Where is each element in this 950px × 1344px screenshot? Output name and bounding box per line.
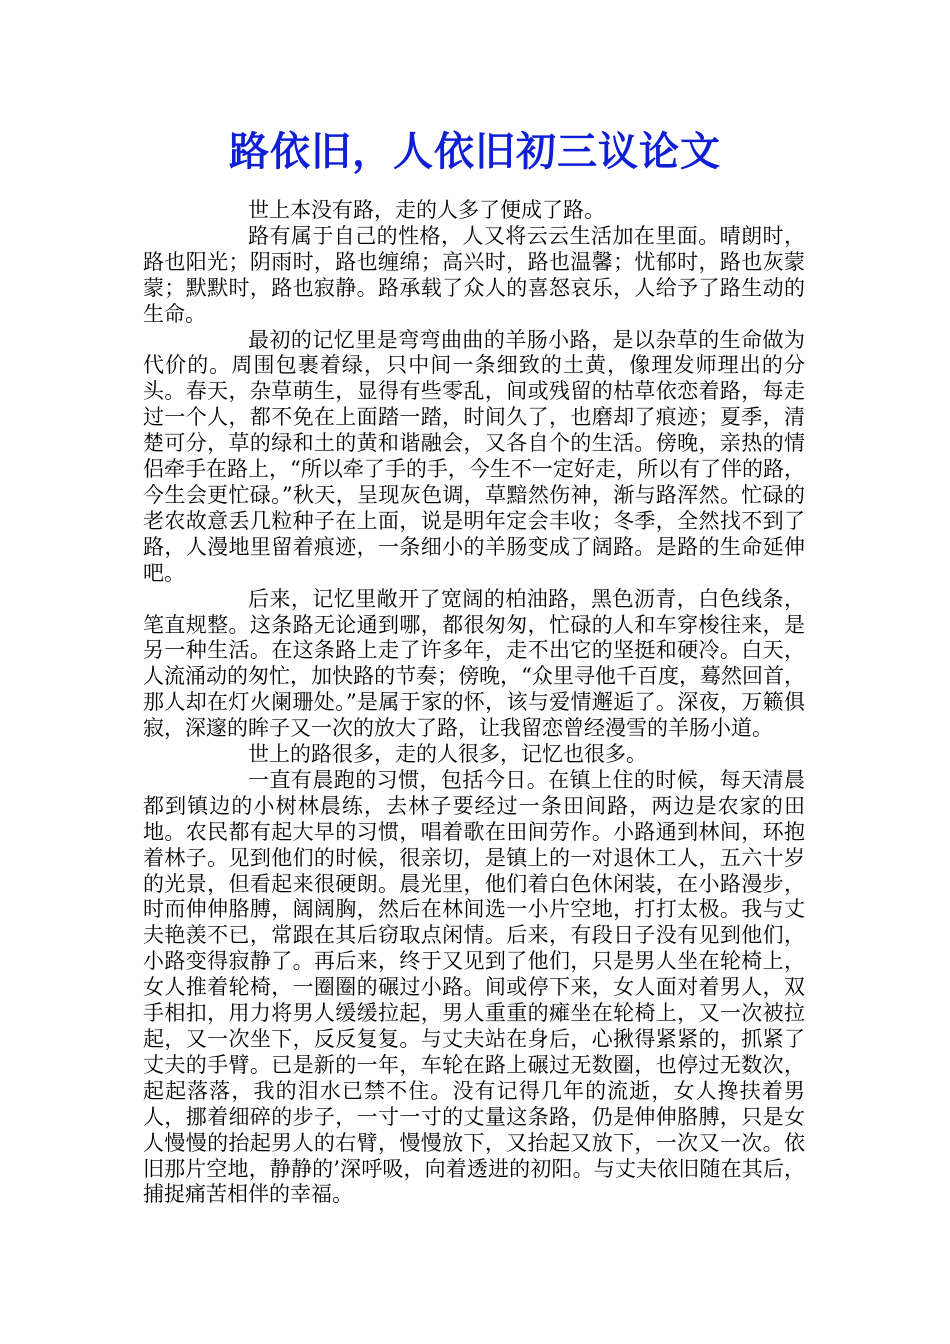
document-body [143, 198, 805, 1208]
paragraph-2: 路有属于自己的性格，人又将云云生活加在里面。晴朗时，路也阳光；阴雨时，路也缠绵；高兴时，路也温馨；忧郁时，路也灰蒙蒙；默默时，路也寂静。路承载了众人的喜怒哀乐，人给予了路生动的生命。 [143, 223, 805, 326]
paragraph-1: 世上本没有路，走的人多了便成了路。 [248, 198, 605, 222]
paragraph-5: 世上的路很多，走的人很多，记忆也很多。 [248, 742, 647, 767]
paragraph-6: 一直有晨跑的习惯，包括今日。在镇上住的时候，每天清晨都到镇边的小树林晨练，去林子要经过一条田间路，两边是农家的田地。农民都有起大早的习惯，唱着歌在田间劳作。小路通到林间，环抱着林子。见到他们的时候，很亲切，是镇上的一对退休工人，五六十岁的光景，但看起来很硬朗。晨光里，他们着白色休闲装，在小路漫步，时而伸伸胳膊，阔阔胸，然后在林间选一小片空地，打打太极。我与丈夫艳羡不已，常跟在其后窃取点闲情。后来，有段日子没有见到他们，小路变得寂静了。再后来，终于又见到了他们，只是男人坐在轮椅上，女人推着轮椅，一圈圈的碾过小路。间或停下来，女人面对着男人，双手相扣，用力将男人缓缓拉起，男人重重的瘫坐在轮椅上，又一次被拉起，又一次坐下，反反复复。与丈夫站在身后，心揪得紧紧的，抓紧了丈夫的手臂。已是新的一年，车轮在路上碾过无数圈，也停过无数次，起起落落，我的泪水已禁不住。没有记得几年的流逝，女人搀扶着男人，挪着细碎的步子，一寸一寸的丈量这条路，仍是伸伸胳膊，只是女人慢慢的抬起男人的右臂，慢慢放下，又抬起又放下，一次又一次。依旧那片空地，静静的’深呼吸，向着透进的初阳。与丈夫依旧随在其后，捕捉痛苦相伴的幸福。 [143, 767, 805, 1207]
paragraph-4: 后来，记忆里敞开了宽阔的柏油路，黑色沥青，白色线条，笔直规整。这条路无论通到哪，都很匆匆，忙碌的人和车穿梭往来，是另一种生活。在这条路上走了许多年，走不出它的坚挺和硬冷。白天，人流涌动的匆忙，加快路的节奏；傍晚，“众里寻他千百度，蓦然回首，那人却在灯火阑珊处。”是属于家的怀，该与爱情邂逅了。深夜，万籁俱寂，深邃的眸子又一次的放大了路，让我留恋曾经漫雪的羊肠小道。 [143, 586, 805, 741]
paragraph-3: 最初的记忆里是弯弯曲曲的羊肠小路，是以杂草的生命做为代价的。周围包裹着绿，只中间一条细致的土黄，像理发师理出的分头。春天，杂草萌生，显得有些零乱，间或残留的枯草依恋着路，每走过一个人，都不免在上面踏一踏，时间久了，也磨却了痕迹；夏季，清楚可分，草的绿和土的黄和谐融会，又各自个的生活。傍晚，亲热的情侣牵手在路上，“所以牵了手的手，今生不一定好走，所以有了伴的路，今生会更忙碌。”秋天，呈现灰色调，草黯然伤神，渐与路浑然。忙碌的老农故意丢几粒种子在上面，说是明年定会丰收；冬季，全然找不到了路，人漫地里留着痕迹，一条细小的羊肠变成了阔路。是路的生命延伸吧。 [143, 327, 805, 585]
document-title: 路依旧，人依旧初三议论文 [229, 128, 721, 175]
